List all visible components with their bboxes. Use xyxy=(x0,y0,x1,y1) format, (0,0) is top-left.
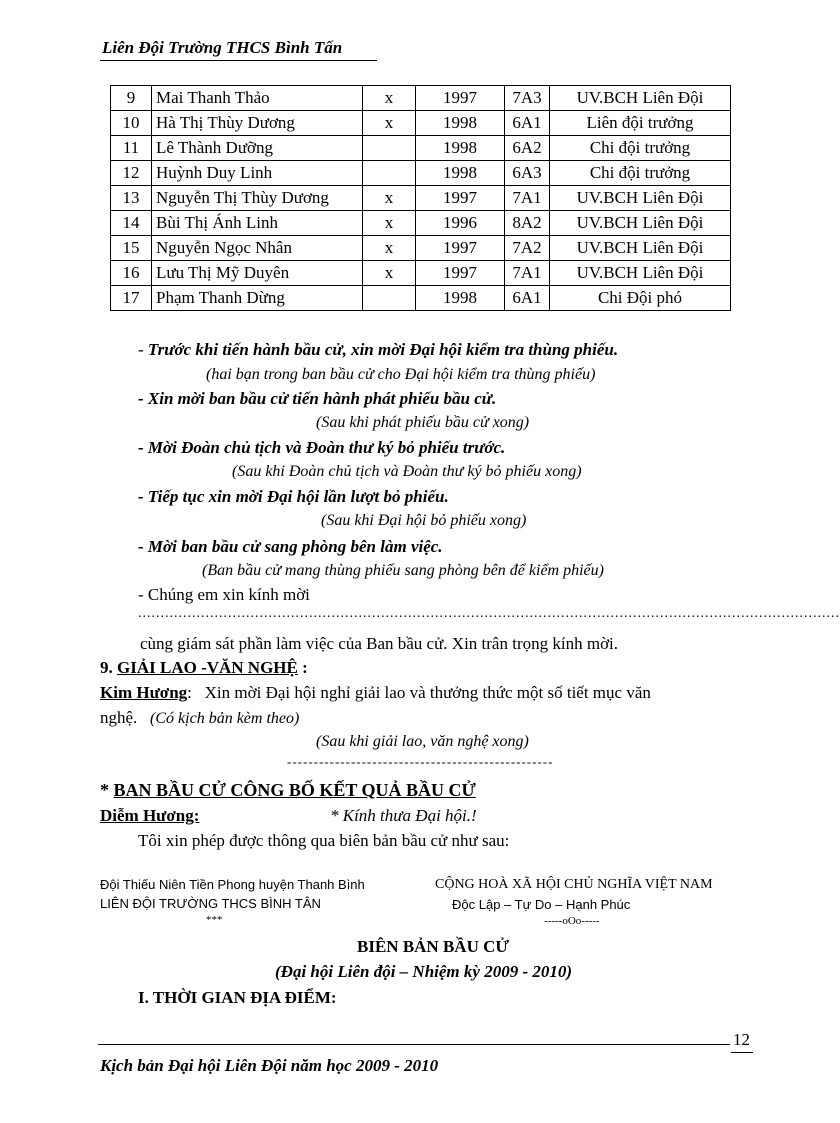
step-congress-vote: - Tiếp tục xin mời Đại hội lần lượt bỏ phiếu. xyxy=(138,487,449,506)
cell-stt: 14 xyxy=(111,211,152,236)
minutes-subtitle: (Đại hội Liên đội – Nhiệm kỳ 2009 - 2010) xyxy=(275,962,573,981)
cell-stt: 12 xyxy=(111,161,152,186)
page-header: Liên Đội Trường THCS Bình Tấn xyxy=(102,38,343,57)
cell-stt: 10 xyxy=(111,111,152,136)
section-9-note: (Sau khi giải lao, văn nghệ xong) xyxy=(316,733,529,750)
cell-chuc_vu: Chi đội trưởng xyxy=(550,136,731,161)
table-row xyxy=(111,186,731,211)
cell-nam: 1997 xyxy=(416,86,505,111)
result-heading: * BAN BẦU CỬ CÔNG BỐ KẾT QUẢ BẦU CỬ xyxy=(100,780,476,800)
table-row xyxy=(111,236,731,261)
cell-name: Nguyễn Ngọc Nhân xyxy=(152,236,363,261)
cell-name: Huỳnh Duy Linh xyxy=(152,161,363,186)
minutes-title: BIÊN BẢN BẦU CỬ xyxy=(357,937,509,956)
cell-lop: 7A2 xyxy=(505,236,550,261)
cell-stt: 9 xyxy=(111,86,152,111)
step-presidium-vote: - Mời Đoàn chủ tịch và Đoàn thư ký bỏ phiếu trước. xyxy=(138,438,506,457)
cell-name: Hà Thị Thùy Dương xyxy=(152,111,363,136)
members-table xyxy=(110,85,731,311)
cell-chuc_vu: UV.BCH Liên Đội xyxy=(550,211,731,236)
cell-nam: 1997 xyxy=(416,236,505,261)
minutes-section-1: I. THỜI GIAN ĐỊA ĐIỂM: xyxy=(138,988,337,1007)
section-separator: -------------------------------------------------- xyxy=(287,754,554,769)
step-distribute-ballots: - Xin mời ban bầu cử tiến hành phát phiếu bầu cử. xyxy=(138,389,497,408)
minutes-intro: Tôi xin phép được thông qua biên bản bầu cử như sau: xyxy=(138,831,510,850)
greeting: * Kính thưa Đại hội.! xyxy=(330,806,477,825)
cell-stt: 15 xyxy=(111,236,152,261)
cell-nu: x xyxy=(363,86,416,111)
step-distribute-ballots-note: (Sau khi phát phiếu bầu cử xong) xyxy=(316,414,530,431)
cell-stt: 17 xyxy=(111,286,152,311)
step-invite: - Chúng em xin kính mời xyxy=(138,585,310,604)
speaker-diem-huong: Diễm Hương: xyxy=(100,806,200,825)
cell-nam: 1998 xyxy=(416,286,505,311)
cell-stt: 16 xyxy=(111,261,152,286)
cell-nam: 1997 xyxy=(416,186,505,211)
footer-rule xyxy=(98,1044,730,1045)
section-9-line2: nghệ. (Có kịch bản kèm theo) xyxy=(100,708,300,727)
step-counting-note: (Ban bầu cử mang thùng phiếu sang phòng bên để kiểm phiếu) xyxy=(202,562,604,579)
table-row xyxy=(111,86,731,111)
cell-chuc_vu: UV.BCH Liên Đội xyxy=(550,236,731,261)
cell-lop: 7A1 xyxy=(505,186,550,211)
nation-line-2: Độc Lập – Tự Do – Hạnh Phúc xyxy=(452,897,631,912)
table-row xyxy=(111,111,731,136)
cell-chuc_vu: Chi Đội phó xyxy=(550,286,731,311)
cell-name: Lê Thành Dưỡng xyxy=(152,136,363,161)
table-row xyxy=(111,136,731,161)
cell-name: Bùi Thị Ánh Linh xyxy=(152,211,363,236)
cell-name: Nguyễn Thị Thùy Dương xyxy=(152,186,363,211)
speaker-kim-huong: Kim Hương xyxy=(100,683,188,702)
cell-lop: 7A3 xyxy=(505,86,550,111)
blank-dotted-line: ............................................................................................................................................................ xyxy=(138,606,840,621)
step-presidium-vote-note: (Sau khi Đoàn chủ tịch và Đoàn thư ký bỏ phiếu xong) xyxy=(232,463,582,480)
cell-nam: 1998 xyxy=(416,111,505,136)
cell-chuc_vu: UV.BCH Liên Đội xyxy=(550,86,731,111)
cell-nam: 1997 xyxy=(416,261,505,286)
cell-nam: 1998 xyxy=(416,161,505,186)
page-number-underline xyxy=(731,1052,753,1053)
step-invite-continuation: cùng giám sát phần làm việc của Ban bầu cử. Xin trân trọng kính mời. xyxy=(140,634,619,653)
cell-lop: 6A2 xyxy=(505,136,550,161)
nation-line-1: CỘNG HOÀ XÃ HỘI CHỦ NGHĨA VIỆT NAM xyxy=(435,877,713,892)
cell-nu xyxy=(363,136,416,161)
header-underline xyxy=(100,60,377,61)
page-footer: Kịch bản Đại hội Liên Đội năm học 2009 - 2010 xyxy=(100,1056,439,1075)
section-9-line1: Kim Hương: Xin mời Đại hội nghỉ giải lao và thưởng thức một số tiết mục văn xyxy=(100,683,651,702)
cell-nu: x xyxy=(363,211,416,236)
cell-nu xyxy=(363,286,416,311)
table-row xyxy=(111,286,731,311)
cell-lop: 6A1 xyxy=(505,286,550,311)
step-check-ballot-box-note: (hai bạn trong ban bầu cử cho Đại hội kiểm tra thùng phiếu) xyxy=(206,366,596,383)
cell-nu: x xyxy=(363,111,416,136)
cell-nu xyxy=(363,161,416,186)
table-row xyxy=(111,261,731,286)
org-line-2: LIÊN ĐỘI TRƯỜNG THCS BÌNH TÂN xyxy=(100,896,321,911)
cell-nam: 1998 xyxy=(416,136,505,161)
step-congress-vote-note: (Sau khi Đại hội bỏ phiếu xong) xyxy=(321,512,527,529)
cell-chuc_vu: UV.BCH Liên Đội xyxy=(550,186,731,211)
org-stars: *** xyxy=(206,914,223,926)
table-row xyxy=(111,161,731,186)
cell-lop: 8A2 xyxy=(505,211,550,236)
step-check-ballot-box: - Trước khi tiến hành bầu cử, xin mời Đại hội kiểm tra thùng phiếu. xyxy=(138,340,619,359)
cell-name: Lưu Thị Mỹ Duyên xyxy=(152,261,363,286)
cell-nu: x xyxy=(363,186,416,211)
cell-lop: 6A3 xyxy=(505,161,550,186)
cell-nu: x xyxy=(363,261,416,286)
page-number: 12 xyxy=(733,1030,750,1049)
org-line-1: Đội Thiếu Niên Tiền Phong huyện Thanh Bình xyxy=(100,877,365,892)
cell-chuc_vu: UV.BCH Liên Đội xyxy=(550,261,731,286)
cell-chuc_vu: Chi đội trưởng xyxy=(550,161,731,186)
section-9-heading: 9. GIẢI LAO -VĂN NGHỆ : xyxy=(100,658,308,677)
step-counting: - Mời ban bầu cử sang phòng bên làm việc. xyxy=(138,537,443,556)
nation-line-3: -----oOo----- xyxy=(544,915,600,927)
cell-lop: 6A1 xyxy=(505,111,550,136)
cell-name: Mai Thanh Thảo xyxy=(152,86,363,111)
cell-nam: 1996 xyxy=(416,211,505,236)
cell-name: Phạm Thanh Dừng xyxy=(152,286,363,311)
cell-nu: x xyxy=(363,236,416,261)
table-row xyxy=(111,211,731,236)
cell-lop: 7A1 xyxy=(505,261,550,286)
cell-chuc_vu: Liên đội trưởng xyxy=(550,111,731,136)
cell-stt: 11 xyxy=(111,136,152,161)
cell-stt: 13 xyxy=(111,186,152,211)
